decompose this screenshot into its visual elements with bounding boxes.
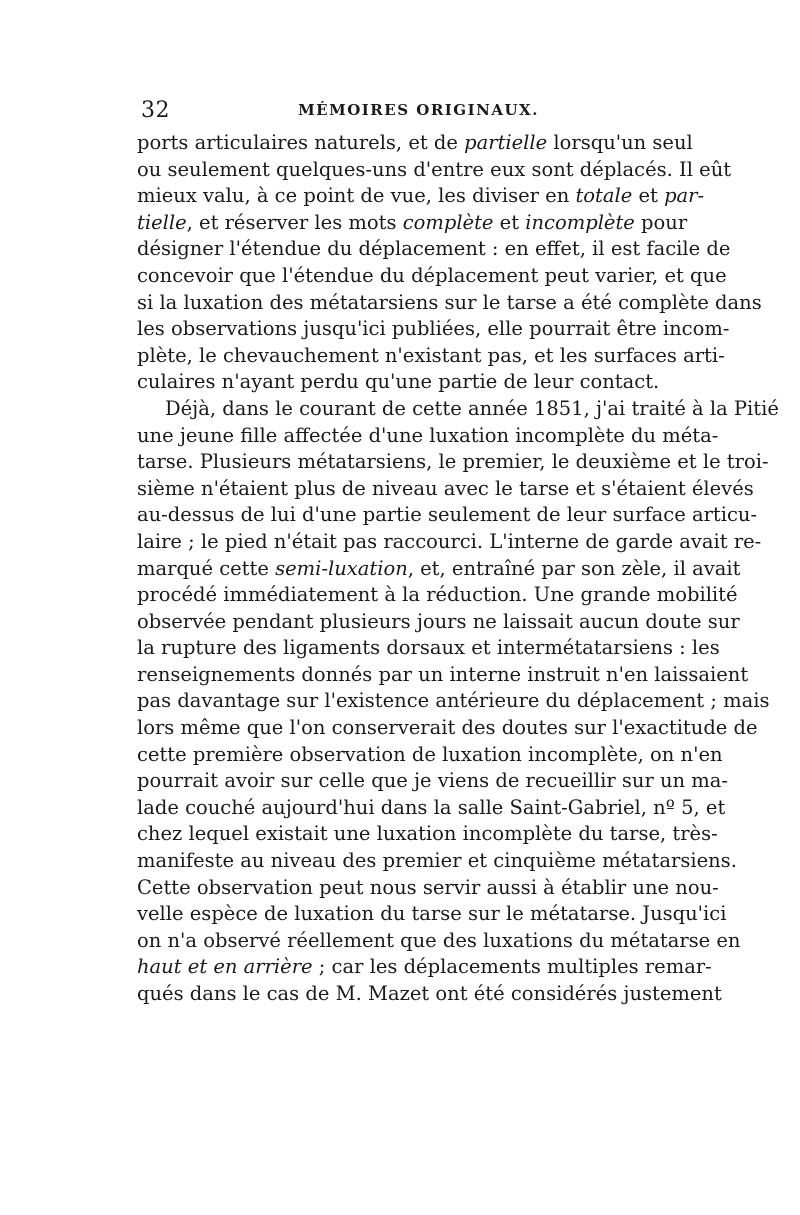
running-head [137, 98, 670, 126]
text-line: ports articulaires naturels, et de partielle lorsqu'un seul [137, 131, 693, 154]
text-line: lade couché aujourd'hui dans la salle Saint-Gabriel, nº 5, et [137, 795, 726, 819]
text-line: plète, le chevauchement n'existant pas, et les surfaces arti- [137, 343, 725, 367]
text-line: si la luxation des métatarsiens sur le tarse a été complète dans [137, 290, 762, 314]
text-line: concevoir que l'étendue du déplacement peut varier, et que [137, 263, 727, 287]
text-line: velle espèce de luxation du tarse sur le métatarse. Jusqu'ici [137, 902, 727, 926]
text-line: pas davantage sur l'existence antérieure du déplacement ; mais [137, 689, 770, 713]
text-line: sième n'étaient plus de niveau avec le tarse et s'étaient élevés [137, 476, 754, 500]
text-line: les observations jusqu'ici publiées, elle pourrait être incom- [137, 317, 730, 341]
text-line: qués dans le cas de M. Mazet ont été considérés justement [137, 982, 722, 1005]
book-page [137, 98, 779, 1008]
italic-text: par- [664, 184, 705, 208]
text-line: manifeste au niveau des premier et cinquième métatarsiens. [137, 849, 737, 873]
text-line: renseignements donnés par un interne instruit n'en laissaient [137, 662, 749, 686]
text-line: procédé immédiatement à la réduction. Une grande mobilité [137, 583, 738, 607]
paragraph [137, 396, 779, 1008]
text-line: cette première observation de luxation incomplète, on n'en [137, 742, 723, 766]
text-line: Cette observation peut nous servir aussi à établir une nou- [137, 875, 719, 899]
text-line: laire ; le pied n'était pas raccourci. L'interne de garde avait re- [137, 529, 762, 553]
italic-text: complète [402, 210, 494, 234]
paragraph [137, 130, 762, 396]
text-line: lors même que l'on conserverait des doutes sur l'exactitude de [137, 716, 758, 740]
text-line: tielle, et réserver les mots complète et incomplète pour [137, 210, 688, 234]
text-line: chez lequel existait une luxation incomplète du tarse, très- [137, 822, 718, 846]
italic-text: tielle [137, 210, 187, 234]
text-line: Déjà, dans le courant de cette année 1851, j'ai traité à la Pitié [165, 396, 779, 420]
text-line: une jeune fille affectée d'une luxation incomplète du méta- [137, 423, 719, 447]
page-number: 32 [141, 98, 170, 123]
italic-text: totale [575, 184, 633, 208]
text-line: marqué cette semi-luxation, et, entraîné par son zèle, il avait [137, 556, 741, 580]
text-line: on n'a observé réellement que des luxations du métatarse en [137, 928, 741, 952]
text-line: désigner l'étendue du déplacement : en effet, il est facile de [137, 237, 731, 261]
italic-text: partielle [464, 131, 548, 154]
text-line: au-dessus de lui d'une partie seulement de leur surface articu- [137, 503, 758, 527]
running-title: MÉMOIRES ORIGINAUX. [298, 101, 539, 119]
body-text [137, 130, 779, 1008]
text-line: observée pendant plusieurs jours ne laissait aucun doute sur [137, 609, 740, 633]
text-line: pourrait avoir sur celle que je viens de recueillir sur un ma- [137, 769, 729, 793]
italic-text: incomplète [525, 210, 635, 234]
text-line: ou seulement quelques-uns d'entre eux sont déplacés. Il eût [137, 157, 732, 181]
text-line: tarse. Plusieurs métatarsiens, le premier, le deuxième et le troi- [137, 450, 769, 474]
text-line: la rupture des ligaments dorsaux et intermétatarsiens : les [137, 636, 720, 660]
text-line: haut et en arrière ; car les déplacements multiples remar- [137, 955, 712, 979]
text-line: culaires n'ayant perdu qu'une partie de leur contact. [137, 370, 660, 394]
italic-text: semi-luxation [275, 556, 408, 580]
text-line: mieux valu, à ce point de vue, les diviser en totale et par- [137, 184, 705, 208]
italic-text: haut et en arrière [137, 955, 313, 979]
